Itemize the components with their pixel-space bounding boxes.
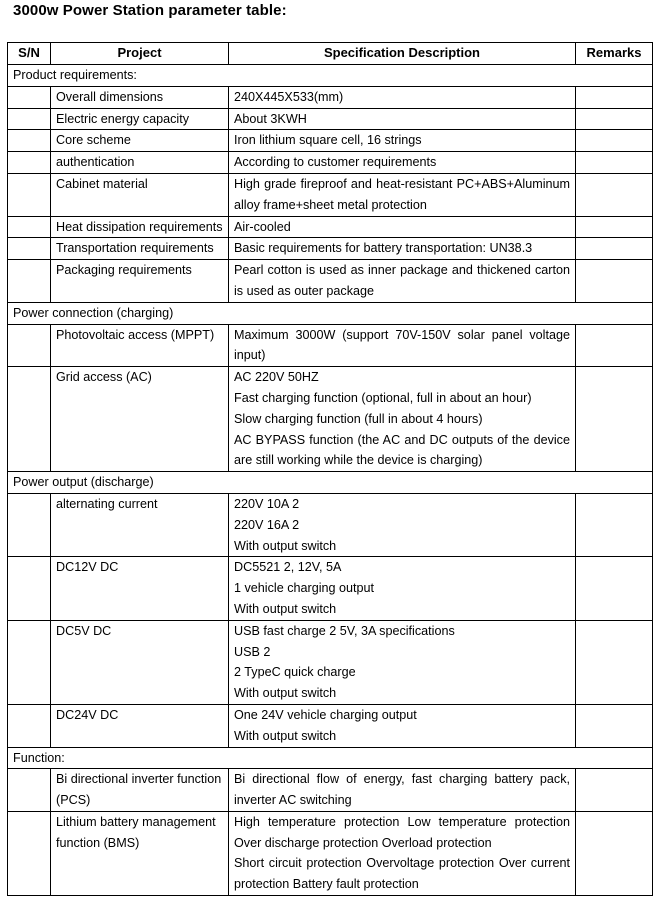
- spec-line: According to customer requirements: [234, 155, 437, 170]
- sn-cell: [8, 152, 51, 174]
- document-title: 3000w Power Station parameter table:: [13, 2, 287, 19]
- project-cell: Lithium battery management function (BMS): [51, 811, 229, 895]
- project-cell: alternating current: [51, 493, 229, 556]
- project-cell: Packaging requirements: [51, 260, 229, 303]
- spec-cell: [229, 238, 576, 260]
- project-cell: Photovoltaic access (MPPT): [51, 324, 229, 367]
- spec-line: With output switch: [234, 538, 337, 553]
- header-sn: S/N: [8, 43, 51, 65]
- remarks-cell: [576, 324, 653, 367]
- table-row: [8, 557, 653, 620]
- spec-cell: [229, 493, 576, 556]
- remarks-cell: [576, 173, 653, 216]
- spec-line: AC BYPASS function (the AC and DC outputs of the device are still working while the device is charging): [234, 432, 570, 468]
- remarks-cell: [576, 367, 653, 472]
- spec-cell: [229, 86, 576, 108]
- project-cell: Electric energy capacity: [51, 108, 229, 130]
- section-row: [8, 302, 653, 324]
- sn-cell: [8, 557, 51, 620]
- table-row: [8, 367, 653, 472]
- remarks-cell: [576, 557, 653, 620]
- table-row: [8, 86, 653, 108]
- header-project: Project: [51, 43, 229, 65]
- sn-cell: [8, 238, 51, 260]
- table-row: [8, 620, 653, 704]
- spec-line: 1 vehicle charging output: [234, 581, 375, 596]
- spec-line: Fast charging function (optional, full in about an hour): [234, 390, 532, 405]
- spec-line: High temperature protection Low temperature protection Over discharge protection Overload protection: [234, 814, 570, 850]
- remarks-cell: [576, 704, 653, 747]
- section-row: [8, 747, 653, 769]
- table-row: [8, 238, 653, 260]
- project-cell: DC12V DC: [51, 557, 229, 620]
- spec-cell: [229, 108, 576, 130]
- spec-cell: [229, 620, 576, 704]
- project-cell: Bi directional inverter function (PCS): [51, 769, 229, 812]
- spec-line: With output switch: [234, 686, 337, 701]
- sn-cell: [8, 216, 51, 238]
- project-cell: Cabinet material: [51, 173, 229, 216]
- spec-line: High grade fireproof and heat-resistant PC+ABS+Aluminum alloy frame+sheet metal protection: [234, 176, 570, 212]
- spec-line: With output switch: [234, 728, 337, 743]
- spec-line: AC 220V 50HZ: [234, 370, 319, 385]
- remarks-cell: [576, 620, 653, 704]
- spec-line: DC5521 2, 12V, 5A: [234, 560, 342, 575]
- table-row: [8, 493, 653, 556]
- sn-cell: [8, 173, 51, 216]
- spec-line: Bi directional flow of energy, fast charging battery pack, inverter AC switching: [234, 772, 570, 808]
- spec-cell: [229, 704, 576, 747]
- spec-line: One 24V vehicle charging output: [234, 707, 417, 722]
- header-row: [8, 43, 653, 65]
- project-cell: DC5V DC: [51, 620, 229, 704]
- sn-cell: [8, 324, 51, 367]
- project-cell: Grid access (AC): [51, 367, 229, 472]
- spec-line: Iron lithium square cell, 16 strings: [234, 133, 422, 148]
- sn-cell: [8, 769, 51, 812]
- section-row: [8, 472, 653, 494]
- spec-cell: [229, 216, 576, 238]
- sn-cell: [8, 704, 51, 747]
- spec-cell: [229, 173, 576, 216]
- spec-line: 220V 10A 2: [234, 496, 300, 511]
- project-cell: Transportation requirements: [51, 238, 229, 260]
- project-cell: Heat dissipation requirements: [51, 216, 229, 238]
- section-row: [8, 65, 653, 87]
- project-cell: DC24V DC: [51, 704, 229, 747]
- remarks-cell: [576, 238, 653, 260]
- section-heading: Function:: [8, 747, 653, 769]
- spec-line: Maximum 3000W (support 70V-150V solar panel voltage input): [234, 327, 570, 363]
- spec-cell: [229, 557, 576, 620]
- table-row: [8, 811, 653, 895]
- spec-cell: [229, 367, 576, 472]
- spec-line: USB 2: [234, 644, 271, 659]
- table-body: [8, 65, 653, 896]
- sn-cell: [8, 86, 51, 108]
- table-row: [8, 216, 653, 238]
- sn-cell: [8, 493, 51, 556]
- table-row: [8, 704, 653, 747]
- remarks-cell: [576, 811, 653, 895]
- spec-cell: [229, 769, 576, 812]
- spec-line: 220V 16A 2: [234, 517, 300, 532]
- remarks-cell: [576, 130, 653, 152]
- remarks-cell: [576, 769, 653, 812]
- spec-line: Slow charging function (full in about 4 hours): [234, 411, 483, 426]
- sn-cell: [8, 811, 51, 895]
- table-row: [8, 108, 653, 130]
- section-heading: Product requirements:: [8, 65, 653, 87]
- spec-line: With output switch: [234, 601, 337, 616]
- spec-line: 2 TypeC quick charge: [234, 665, 356, 680]
- header-remarks: Remarks: [576, 43, 653, 65]
- remarks-cell: [576, 216, 653, 238]
- spec-cell: [229, 130, 576, 152]
- project-cell: Core scheme: [51, 130, 229, 152]
- spec-cell: [229, 811, 576, 895]
- table-row: [8, 152, 653, 174]
- spec-cell: [229, 260, 576, 303]
- sn-cell: [8, 130, 51, 152]
- spec-cell: [229, 152, 576, 174]
- section-heading: Power connection (charging): [8, 302, 653, 324]
- parameter-table: [7, 42, 653, 896]
- header-spec: Specification Description: [229, 43, 576, 65]
- table-row: [8, 769, 653, 812]
- section-heading: Power output (discharge): [8, 472, 653, 494]
- spec-line: USB fast charge 2 5V, 3A specifications: [234, 623, 455, 638]
- spec-cell: [229, 324, 576, 367]
- remarks-cell: [576, 108, 653, 130]
- sn-cell: [8, 108, 51, 130]
- spec-line: Short circuit protection Overvoltage protection Over current protection Battery fault protection: [234, 856, 570, 892]
- table-row: [8, 324, 653, 367]
- remarks-cell: [576, 86, 653, 108]
- table-row: [8, 173, 653, 216]
- sn-cell: [8, 620, 51, 704]
- spec-line: Basic requirements for battery transportation: UN38.3: [234, 241, 533, 256]
- table-row: [8, 130, 653, 152]
- spec-line: Air-cooled: [234, 219, 291, 234]
- remarks-cell: [576, 493, 653, 556]
- project-cell: authentication: [51, 152, 229, 174]
- remarks-cell: [576, 260, 653, 303]
- spec-line: About 3KWH: [234, 111, 307, 126]
- sn-cell: [8, 367, 51, 472]
- project-cell: Overall dimensions: [51, 86, 229, 108]
- spec-line: 240X445X533(mm): [234, 89, 344, 104]
- remarks-cell: [576, 152, 653, 174]
- table-row: [8, 260, 653, 303]
- sn-cell: [8, 260, 51, 303]
- spec-line: Pearl cotton is used as inner package and thickened carton is used as outer package: [234, 263, 570, 298]
